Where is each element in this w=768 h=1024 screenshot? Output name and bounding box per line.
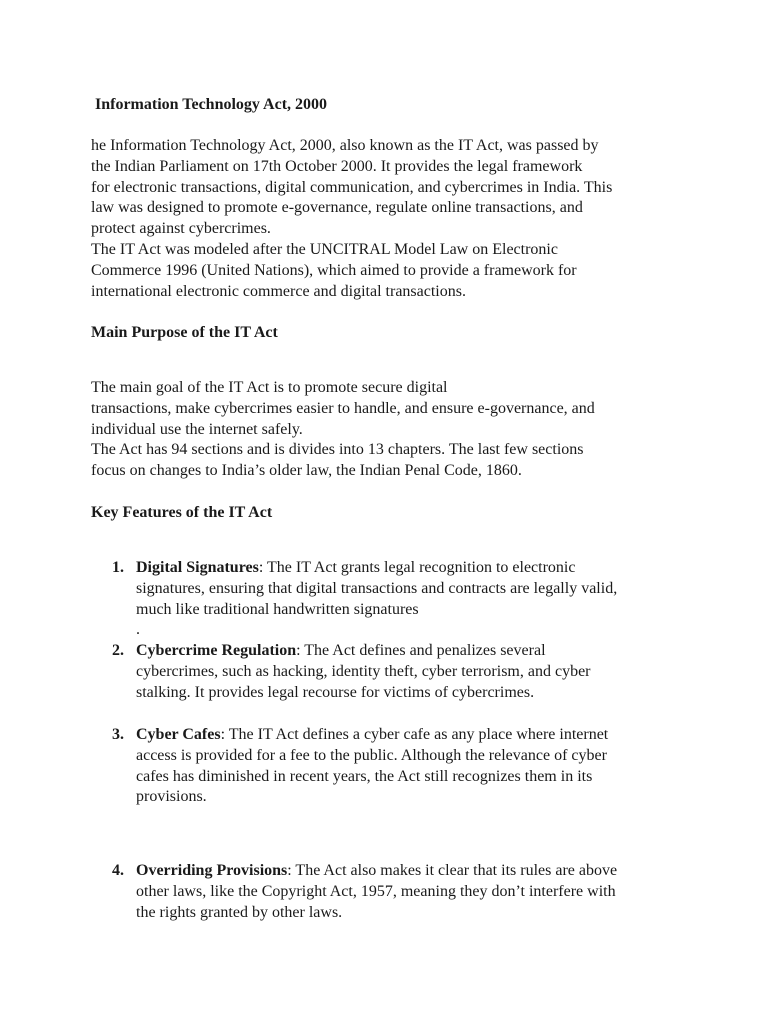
list-number: 3. [112, 726, 124, 743]
feature-term: Cyber Cafes [136, 726, 221, 743]
text-line: law was designed to promote e-governance, regulate online transactions, and [91, 199, 583, 217]
text-line: focus on changes to India’s older law, the Indian Penal Code, 1860. [91, 462, 522, 480]
text-line [136, 558, 696, 579]
list-number: 4. [112, 862, 124, 879]
document-title: Information Technology Act, 2000 [95, 96, 328, 113]
text-line: international electronic commerce and digital transactions. [91, 282, 466, 300]
feature-text [136, 725, 696, 808]
text-line: protect against cybercrimes. [91, 220, 271, 238]
list-number: 2. [112, 642, 124, 659]
list-number: 1. [112, 559, 124, 576]
text-line: . [136, 621, 140, 639]
text-line: The IT Act was modeled after the UNCITRAL Model Law on Electronic [91, 240, 558, 258]
feature-text [136, 861, 696, 923]
feature-term: Cybercrime Regulation [136, 642, 297, 659]
text-line [136, 641, 696, 662]
feature-description: : The IT Act defines a cyber cafe as any place where internet [220, 726, 609, 743]
text-line: provisions. [136, 788, 207, 806]
text-line: transactions, make cybercrimes easier to handle, and ensure e-governance, and [91, 399, 595, 417]
text-line: cybercrimes, such as hacking, identity theft, cyber terrorism, and cyber [136, 662, 591, 680]
text-line: Commerce 1996 (United Nations), which aimed to provide a framework for [91, 261, 577, 279]
text-line: other laws, like the Copyright Act, 1957, meaning they don’t interfere with [136, 882, 616, 900]
text-line: the rights granted by other laws. [136, 903, 343, 921]
text-line: for electronic transactions, digital communication, and cybercrimes in India. This [91, 178, 613, 196]
text-line: stalking. It provides legal recourse for victims of cybercrimes. [136, 683, 535, 701]
text-line: he Information Technology Act, 2000, also known as the IT Act, was passed by [91, 137, 599, 154]
text-line [136, 725, 696, 746]
text-line: signatures, ensuring that digital transactions and contracts are legally valid, [136, 579, 618, 597]
text-line: much like traditional handwritten signatures [136, 600, 419, 618]
feature-term: Digital Signatures [136, 559, 259, 576]
text-line [136, 861, 696, 882]
text-line: The Act has 94 sections and is divides into 13 chapters. The last few sections [91, 441, 584, 459]
intro-paragraph [91, 136, 691, 302]
text-line: cafes has diminished in recent years, the Act still recognizes them in its [136, 767, 593, 785]
purpose-paragraph [91, 378, 691, 482]
feature-term: Overriding Provisions [136, 862, 288, 879]
text-line: The main goal of the IT Act is to promote secure digital [91, 379, 448, 396]
text-line: the Indian Parliament on 17th October 2000. It provides the legal framework [91, 157, 583, 175]
feature-description: : The Act also makes it clear that its rules are above [287, 862, 618, 879]
feature-text [136, 558, 696, 641]
section-heading-features: Key Features of the IT Act [91, 504, 273, 521]
text-line: access is provided for a fee to the public. Although the relevance of cyber [136, 746, 607, 764]
section-heading-purpose: Main Purpose of the IT Act [91, 324, 278, 341]
feature-description: : The Act defines and penalizes several [296, 642, 546, 659]
feature-description: : The IT Act grants legal recognition to electronic [258, 559, 576, 576]
feature-text [136, 641, 696, 703]
text-line: individual use the internet safely. [91, 420, 303, 438]
